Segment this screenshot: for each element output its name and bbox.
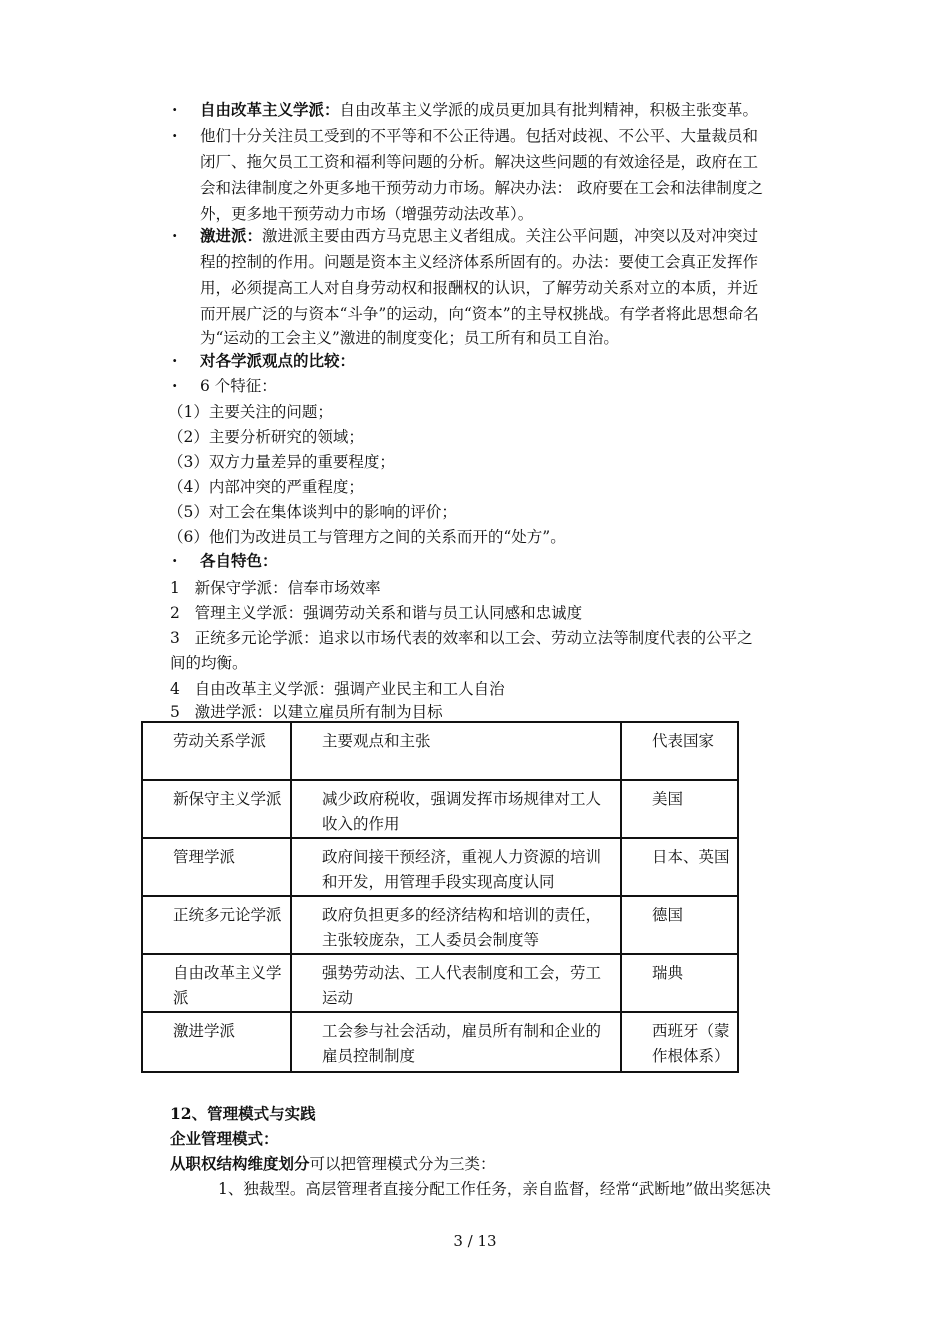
lead-rest: 可以把管理模式分为三类： [309, 1155, 496, 1173]
table-row [142, 838, 738, 896]
radical-line-3: 用，必须提高工人对自身劳动权和报酬权的认识，了解劳动关系对立的本质，并近 [200, 279, 759, 297]
cell-view: 减少政府税收，强调发挥市场规律对工人 收入的作用 [291, 780, 621, 838]
table-row [142, 954, 738, 1012]
header-view: 主要观点和主张 [291, 722, 621, 780]
table-row [142, 1012, 738, 1072]
cell-school: 激进学派 [142, 1012, 291, 1072]
characteristic-item: 2 管理主义学派：强调劳动关系和谐与员工认同感和忠诚度 [170, 604, 583, 622]
radical-label: 激进派： [200, 226, 263, 245]
cell-view: 强势劳动法、工人代表制度和工会，劳工 运动 [291, 954, 621, 1012]
radical-first-text: 激进派主要由西方马克思主义者组成。关注公平问题，冲突以及对冲突过 [262, 227, 759, 245]
cell-country: 德国 [621, 896, 738, 954]
cell-view: 政府负担更多的经济结构和培训的责任， 主张较庞杂，工人委员会制度等 [291, 896, 621, 954]
radical-line-4: 而开展广泛的与资本“斗争”的运动，向“资本”的主导权挑战。有学者将此思想命名 [200, 305, 759, 323]
six-features-text: 6 个特征： [200, 377, 277, 395]
section-12-lead [170, 1152, 496, 1176]
cell-school: 管理学派 [142, 838, 291, 896]
concern-line-2: 闭厂、拖欠员工工资和福利等问题的分析。解决这些问题的有效途径是，政府在工 [200, 153, 759, 171]
liberal-reform-text: 自由改革主义学派的成员更加具有批判精神，积极主张变革。 [339, 101, 759, 119]
concern-line-1: 他们十分关注员工受到的不平等和不公正待遇。包括对歧视、不公平、大量裁员和 [200, 127, 759, 145]
section-12-title: 12、管理模式与实践 [170, 1104, 316, 1123]
concern-line-4: 外，更多地干预劳动力市场（增强劳动法改革）。 [200, 205, 534, 223]
cell-country: 日本、英国 [621, 838, 738, 896]
characteristic-item: 5 激进学派：以建立雇员所有制为目标 [170, 703, 443, 721]
section-12-item-1: 1、独裁型。高层管理者直接分配工作任务，亲自监督，经常“武断地”做出奖惩决 [218, 1180, 771, 1198]
characteristic-item: 4 自由改革主义学派：强调产业民主和工人自治 [170, 680, 505, 698]
cell-view: 工会参与社会活动，雇员所有制和企业的 雇员控制制度 [291, 1012, 621, 1072]
bullet-concern: · [172, 126, 178, 145]
cell-view: 政府间接干预经济，重视人力资源的培训 和开发，用管理手段实现高度认同 [291, 838, 621, 896]
table-row [142, 896, 738, 954]
feature-item: （1）主要关注的问题； [168, 403, 333, 421]
page-number: 3 / 13 [453, 1232, 497, 1250]
feature-item: （3）双方力量差异的重要程度； [168, 453, 395, 471]
liberal-reform-line [200, 98, 758, 122]
bullet-six-features: · [172, 376, 178, 395]
feature-item: （6）他们为改进员工与管理方之间的关系而开的“处方”。 [168, 528, 566, 546]
radical-line-2: 程的控制的作用。问题是资本主义经济体系所固有的。办法：要使工会真正发挥作 [200, 253, 759, 271]
cell-country: 瑞典 [621, 954, 738, 1012]
table-row [142, 780, 738, 838]
section-12-subtitle: 企业管理模式： [170, 1129, 279, 1148]
characteristic-item: 3 正统多元论学派：追求以市场代表的效率和以工会、劳动立法等制度代表的公平之 [170, 629, 753, 647]
bullet-comparison: · [172, 351, 178, 370]
feature-item: （2）主要分析研究的领域； [168, 428, 364, 446]
characteristic-item: 间的均衡。 [170, 654, 248, 672]
bullet-liberal-reform: · [172, 100, 178, 119]
header-country: 代表国家 [621, 722, 738, 780]
bullet-characteristics: · [172, 551, 178, 570]
feature-item: （5）对工会在集体谈判中的影响的评价； [168, 503, 457, 521]
cell-school: 自由改革主义学 派 [142, 954, 291, 1012]
characteristics-label: 各自特色： [200, 551, 278, 570]
liberal-reform-label: 自由改革主义学派： [200, 100, 340, 119]
radical-line-1 [200, 224, 758, 248]
bullet-radical: · [172, 226, 178, 245]
characteristic-item: 1 新保守学派：信奉市场效率 [170, 579, 381, 597]
comparison-label: 对各学派观点的比较： [200, 351, 356, 370]
feature-item: （4）内部冲突的严重程度； [168, 478, 364, 496]
cell-country: 西班牙（蒙 作根体系） [621, 1012, 738, 1072]
lead-bold: 从职权结构维度划分 [170, 1154, 310, 1173]
labor-relations-schools-table [141, 721, 739, 1073]
header-school: 劳动关系学派 [142, 722, 291, 780]
concern-line-3: 会和法律制度之外更多地干预劳动力市场。解决办法： 政府要在工会和法律制度之 [200, 179, 763, 197]
cell-country: 美国 [621, 780, 738, 838]
table-header-row [142, 722, 738, 780]
cell-school: 正统多元论学派 [142, 896, 291, 954]
radical-line-5: 为“运动的工会主义”激进的制度变化；员工所有和员工自治。 [200, 329, 619, 347]
cell-school: 新保守主义学派 [142, 780, 291, 838]
